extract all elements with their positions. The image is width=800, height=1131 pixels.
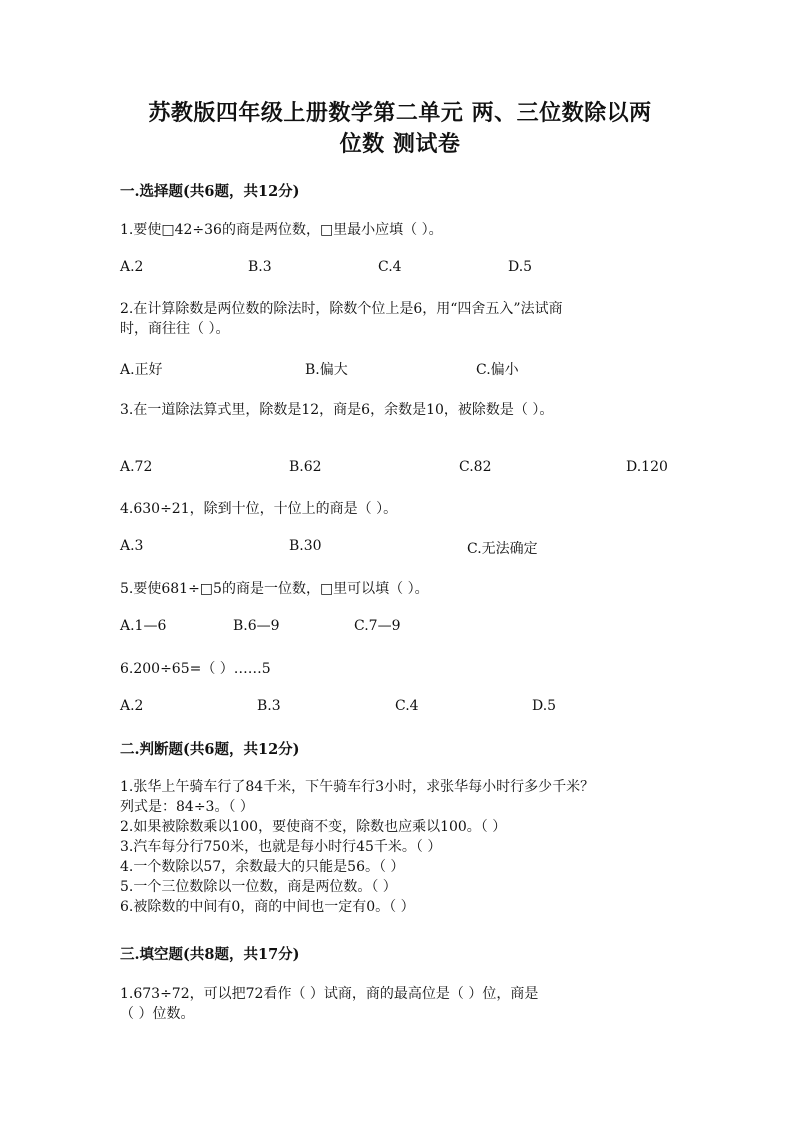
fill-question-1-line-2: （ ）位数。 [120,1006,195,1022]
question-1-2-line-1: 2.在计算除数是两位数的除法时，除数个位上是6，用“四舍五入”法试商 [120,301,563,317]
judgment-item: 1.张华上午骑车行了84千米，下午骑车行3小时，求张华每小时行多少千米？ [120,779,595,795]
q1-4-option-c: C.无法确定 [467,541,538,557]
q1-5-option-c: C.7—9 [354,618,401,634]
q1-1-option-b: B.3 [248,259,272,275]
q1-2-option-a: A.正好 [120,362,163,378]
judgment-item: 6.被除数的中间有0，商的中间也一定有0。（ ） [120,899,415,915]
section-1-heading: 一.选择题(共6题，共12分) [120,183,300,200]
question-1-1: 1.要使□42÷36的商是两位数，□里最小应填（ ）。 [120,222,443,238]
q1-3-option-d: D.120 [626,459,668,475]
judgment-item: 2.如果被除数乘以100，要使商不变，除数也应乘以100。（ ） [120,819,507,835]
section-2-heading: 二.判断题(共6题，共12分) [120,741,300,758]
q1-1-option-d: D.5 [508,259,533,275]
judgment-item: 3.汽车每分行750米，也就是每小时行45千米。（ ） [120,839,442,855]
q1-1-option-a: A.2 [120,259,144,275]
q1-3-option-a: A.72 [120,459,153,475]
q1-2-option-b: B.偏大 [305,362,348,378]
title-line-1: 苏教版四年级上册数学第二单元 两、三位数除以两 [148,100,652,126]
judgment-item: 列式是：84÷3。（ ） [120,799,254,815]
question-1-5: 5.要使681÷□5的商是一位数，□里可以填（ ）。 [120,581,429,597]
question-1-4: 4.630÷21，除到十位，十位上的商是（ ）。 [120,501,398,517]
section-3-heading: 三.填空题(共8题，共17分) [120,946,300,963]
title-line-2: 位数 测试卷 [339,131,461,157]
judgment-item: 4.一个数除以57，余数最大的只能是56。（ ） [120,859,405,875]
q1-6-option-b: B.3 [257,698,281,714]
question-1-2-line-2: 时，商往往（ ）。 [120,321,230,337]
judgment-list [120,777,680,917]
q1-4-option-b: B.30 [289,538,322,554]
q1-2-option-c: C.偏小 [476,362,519,378]
fill-question-1-line-1: 1.673÷72，可以把72看作（ ）试商，商的最高位是（ ）位，商是 [120,986,539,1002]
question-1-3: 3.在一道除法算式里，除数是12，商是6，余数是10，被除数是（ ）。 [120,402,554,418]
judgment-item: 5.一个三位数除以一位数，商是两位数。（ ） [120,879,397,895]
q1-6-option-c: C.4 [395,698,419,714]
q1-5-option-a: A.1—6 [120,618,167,634]
page-title [100,98,700,160]
q1-6-option-a: A.2 [120,698,144,714]
q1-1-option-c: C.4 [378,259,402,275]
q1-5-option-b: B.6—9 [233,618,280,634]
q1-4-option-a: A.3 [120,538,144,554]
q1-6-option-d: D.5 [532,698,557,714]
question-1-6: 6.200÷65=（ ）……5 [120,661,271,677]
q1-3-option-c: C.82 [459,459,492,475]
q1-3-option-b: B.62 [289,459,322,475]
